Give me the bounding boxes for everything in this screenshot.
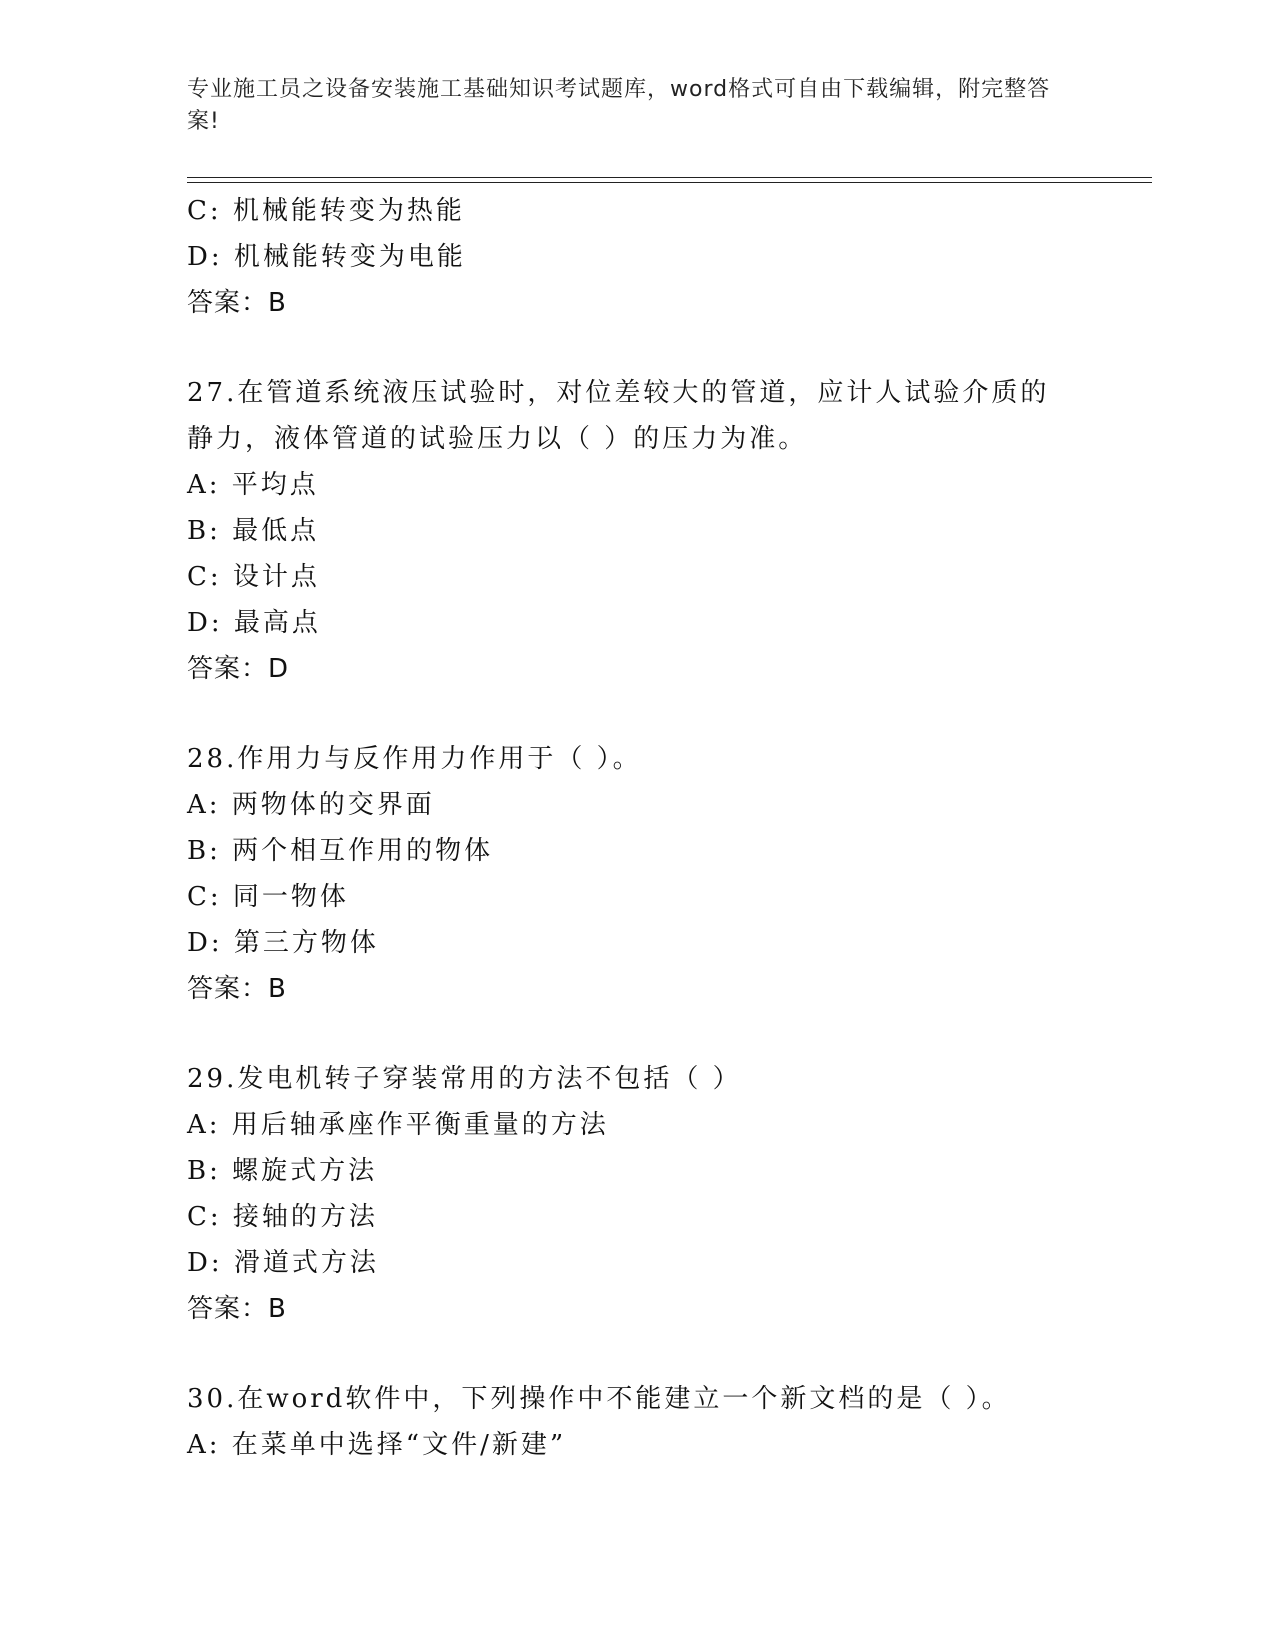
question-list (187, 188, 1087, 1468)
question-stem: 27.在管道系统液压试验时，对位差较大的管道，应计人试验介质的静力，液体管道的试验压力以（ ）的压力为准。 (187, 378, 1050, 454)
question-stem: 30.在word软件中，下列操作中不能建立一个新文档的是（ ）。 (187, 1384, 1011, 1414)
question-27 (187, 370, 1087, 692)
header-divider-bottom (187, 182, 1152, 183)
answer-line: 答案：D (187, 654, 290, 684)
option-d: D: 机械能转变为电能 (187, 242, 466, 272)
option-a: A: 两物体的交界面 (187, 790, 435, 820)
header-divider-top (187, 177, 1152, 178)
option-b: B: 两个相互作用的物体 (187, 836, 494, 866)
option-c: C: 同一物体 (187, 882, 349, 912)
option-d: D: 滑道式方法 (187, 1248, 379, 1278)
option-c: C: 接轴的方法 (187, 1202, 378, 1232)
option-c: C: 机械能转变为热能 (187, 196, 465, 226)
answer-line: 答案：B (187, 974, 287, 1004)
page-header: 专业施工员之设备安装施工基础知识考试题库，word格式可自由下载编辑，附完整答案! (187, 77, 1051, 134)
answer-line: 答案：B (187, 288, 287, 318)
answer-line: 答案：B (187, 1294, 287, 1324)
option-a: A: 在菜单中选择“文件/新建” (187, 1430, 567, 1460)
option-b: B: 螺旋式方法 (187, 1156, 378, 1186)
option-b: B: 最低点 (187, 516, 320, 546)
option-d: D: 最高点 (187, 608, 321, 638)
question-30 (187, 1376, 1087, 1468)
question-stem: 29.发电机转子穿装常用的方法不包括（ ） (187, 1064, 742, 1094)
option-a: A: 用后轴承座作平衡重量的方法 (187, 1110, 609, 1140)
option-d: D: 第三方物体 (187, 928, 379, 958)
question-stem: 28.作用力与反作用力作用于（ ）。 (187, 744, 642, 774)
question-28 (187, 736, 1087, 1012)
continued-question (187, 188, 1087, 326)
question-29 (187, 1056, 1087, 1332)
option-a: A: 平均点 (187, 470, 319, 500)
option-c: C: 设计点 (187, 562, 320, 592)
